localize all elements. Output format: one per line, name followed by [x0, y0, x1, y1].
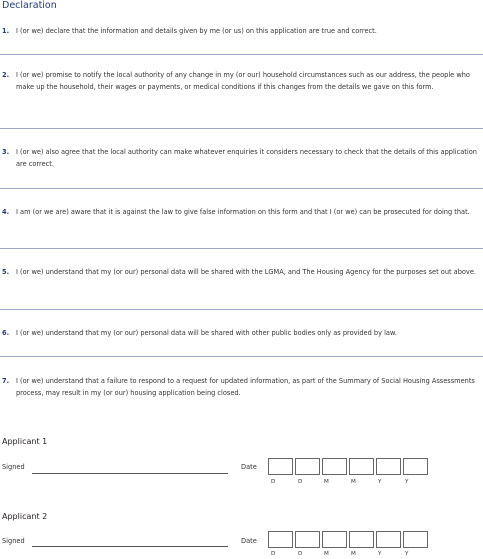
item-text: I (or we) understand that my (or our) personal data will be shared with other public bodies only as provided by law. — [16, 329, 397, 337]
separator — [0, 309, 483, 310]
date-letter: D — [298, 479, 303, 485]
item-number: 1. — [2, 27, 10, 35]
signature-line[interactable] — [32, 546, 228, 547]
signature-line[interactable] — [32, 473, 228, 474]
item-number: 4. — [2, 208, 10, 216]
date-box-month-2[interactable] — [349, 458, 374, 475]
separator — [0, 356, 483, 357]
date-letter: Y — [378, 551, 382, 557]
date-box-month-1[interactable] — [322, 531, 347, 548]
date-label: Date — [241, 463, 257, 471]
item-text: I (or we) promise to notify the local authority of any change in my (or our) household circumstances such as our address, the people who make up the household, their wages or payments, or medical conditions if this changes from the details we gave on this form. — [16, 71, 470, 91]
separator — [0, 248, 483, 249]
date-box-day-1[interactable] — [268, 458, 293, 475]
date-box-year-1[interactable] — [376, 531, 401, 548]
item-number: 7. — [2, 377, 10, 385]
date-letter: D — [298, 551, 303, 557]
date-box-month-2[interactable] — [349, 531, 374, 548]
date-letter: M — [351, 479, 356, 485]
date-box-day-1[interactable] — [268, 531, 293, 548]
item-number: 3. — [2, 148, 10, 156]
signed-label: Signed — [2, 537, 25, 545]
date-letter: M — [324, 551, 329, 557]
date-letter: M — [324, 479, 329, 485]
item-text: I (or we) declare that the information and details given by me (or us) on this application are true and correct. — [16, 27, 377, 35]
date-letter: Y — [405, 479, 409, 485]
date-box-year-2[interactable] — [403, 531, 428, 548]
item-text: I (or we) also agree that the local authority can make whatever enquiries it considers necessary to check that the details of this application are correct. — [16, 148, 477, 168]
date-box-day-2[interactable] — [295, 531, 320, 548]
separator — [0, 188, 483, 189]
item-number: 2. — [2, 71, 10, 79]
item-text: I (or we) understand that a failure to respond to a request for updated information, as part of the Summary of Social Housing Assessments process, may result in my (or our) housing application being closed. — [16, 377, 475, 397]
applicant-1-heading: Applicant 1 — [2, 437, 48, 446]
date-box-month-1[interactable] — [322, 458, 347, 475]
date-label: Date — [241, 537, 257, 545]
date-box-year-1[interactable] — [376, 458, 401, 475]
date-box-day-2[interactable] — [295, 458, 320, 475]
item-text: I am (or we are) aware that it is against the law to give false information on this form and that I (or we) can be prosecuted for doing that. — [16, 208, 470, 216]
page-title: Declaration — [2, 0, 57, 11]
item-number: 5. — [2, 268, 10, 276]
date-letter: D — [271, 479, 276, 485]
date-letter: Y — [405, 551, 409, 557]
date-box-year-2[interactable] — [403, 458, 428, 475]
item-text: I (or we) understand that my (or our) personal data will be shared with the LGMA, and The Housing Agency for the purposes set out above. — [16, 268, 476, 276]
date-letter: M — [351, 551, 356, 557]
separator — [0, 54, 483, 55]
separator — [0, 128, 483, 129]
date-letter: Y — [378, 479, 382, 485]
item-number: 6. — [2, 329, 10, 337]
signed-label: Signed — [2, 463, 25, 471]
date-letter: D — [271, 551, 276, 557]
applicant-2-heading: Applicant 2 — [2, 512, 48, 521]
